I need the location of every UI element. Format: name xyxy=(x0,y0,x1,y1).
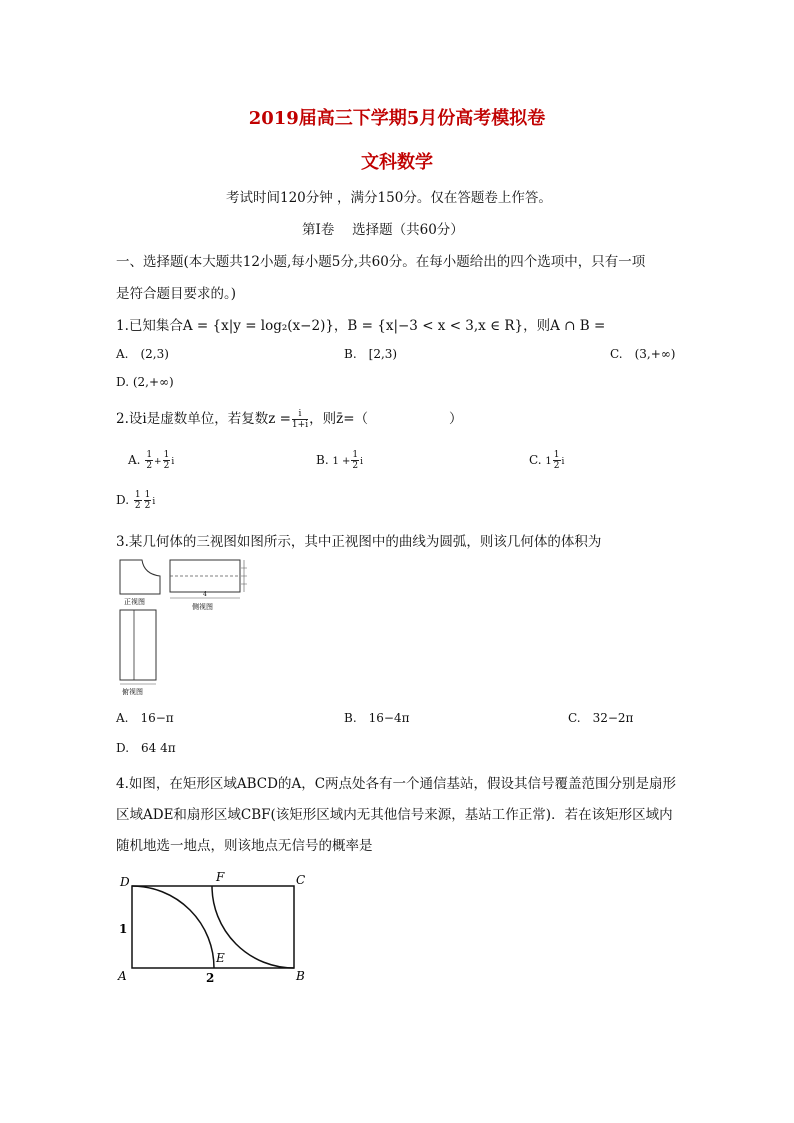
q2-a-label: A. xyxy=(128,453,141,467)
q2-a-tail: i xyxy=(171,457,175,467)
q4-line2: 区域ADE和扇形区域CBF(该矩形区域内无其他信号来源，基站工作正常)．若在该矩形区域内 xyxy=(116,807,673,823)
q2-option-a xyxy=(128,450,174,471)
q2-a-num1: 1 xyxy=(146,450,153,460)
label-b: B xyxy=(296,969,305,983)
label-e: E xyxy=(216,951,225,965)
top-view xyxy=(120,610,156,696)
label-side-2: 2 xyxy=(206,971,215,985)
q2-option-d xyxy=(116,490,155,511)
q2-c-frac xyxy=(553,450,561,471)
q3-option-d: D. 64 4π xyxy=(116,741,176,755)
top-view-label: 俯视图 xyxy=(122,688,143,696)
side-view-label: 侧视图 xyxy=(192,603,213,611)
exam-title: 2019届高三下学期5月份高考模拟卷 xyxy=(248,108,546,129)
front-view-label: 正视图 xyxy=(124,598,145,606)
top-view-outline xyxy=(120,610,156,680)
q2-c-den: 2 xyxy=(553,461,560,471)
q1-option-d: D. (2,+∞) xyxy=(116,375,174,389)
q3-option-c: C. 32−2π xyxy=(568,711,634,725)
label-a: A xyxy=(118,969,127,983)
q2-b-tail: i xyxy=(360,457,364,467)
q2-fraction xyxy=(292,409,308,430)
q1-stem: 1.已知集合A = {x|y = log₂(x−2)}，B = {x|−3 < x < 3,x ∈ R}，则A ∩ B = xyxy=(116,318,606,334)
q3-option-a: A. 16−π xyxy=(116,711,174,725)
rectangle-figure xyxy=(110,866,320,988)
q2-a-den1: 2 xyxy=(146,461,153,471)
q2-option-c xyxy=(529,450,564,471)
q1-option-a: A. (2,3) xyxy=(116,347,169,361)
q2-a-frac2 xyxy=(163,450,171,471)
q2-frac-num: i xyxy=(292,409,308,420)
q4-line3: 随机地选一地点，则该地点无信号的概率是 xyxy=(116,838,373,854)
q2-a-frac1 xyxy=(145,450,153,471)
q2-b-pre: 1 + xyxy=(332,456,351,467)
q2-stem-pre: 2.设i是虚数单位，若复数z = xyxy=(116,411,291,427)
section-heading: 第Ⅰ卷 选择题（共60分） xyxy=(302,222,464,238)
exam-info: 考试时间120分钟 ，满分150分。仅在答题卷上作答。 xyxy=(226,190,552,206)
q2-b-frac xyxy=(351,450,359,471)
q2-option-b xyxy=(316,450,363,471)
q2-d-tail: i xyxy=(152,497,156,507)
q1-option-c: C. (3,+∞) xyxy=(610,347,676,361)
q2-d-num1: 1 xyxy=(134,490,141,500)
label-f: F xyxy=(216,870,225,884)
front-view xyxy=(120,560,160,606)
q2-d-label: D. xyxy=(116,493,130,507)
side-view-dim-4: 4 xyxy=(203,591,207,598)
q2-d-den1: 2 xyxy=(134,501,141,511)
q2-frac-den: 1+i xyxy=(291,420,309,430)
q2-b-label: B. xyxy=(316,453,329,467)
q3-option-b: B. 16−4π xyxy=(344,711,410,725)
q2-d-num2: 1 xyxy=(144,490,151,500)
label-c: C xyxy=(296,873,306,887)
label-d: D xyxy=(120,875,130,889)
q2-c-num: 1 xyxy=(553,450,560,460)
label-side-1: 1 xyxy=(119,922,128,936)
q2-c-label: C. xyxy=(529,453,542,467)
exam-subject: 文科数学 xyxy=(361,152,433,173)
q2-stem xyxy=(116,407,463,430)
q2-c-pre: 1 xyxy=(545,456,552,467)
q2-stem-post: ，则z̄=（ ） xyxy=(309,411,463,427)
q2-d-den2: 2 xyxy=(144,501,151,511)
part1-heading-line1: 一、选择题(本大题共12小题,每小题5分,共60分。在每小题给出的四个选项中，只有一项 xyxy=(116,254,646,270)
front-view-outline xyxy=(120,560,160,594)
q2-b-den: 2 xyxy=(352,461,359,471)
q2-b-num: 1 xyxy=(352,450,359,460)
q2-a-mid: + xyxy=(154,457,162,467)
arc-ade xyxy=(132,886,214,968)
q2-d-frac1 xyxy=(134,490,142,511)
q2-c-tail: i xyxy=(561,457,565,467)
three-view-figure xyxy=(112,556,262,698)
side-view xyxy=(170,560,247,611)
part1-heading-line2: 是符合题目要求的。) xyxy=(116,286,237,302)
q1-option-b: B. [2,3) xyxy=(344,347,398,361)
q2-d-frac2 xyxy=(144,490,152,511)
q2-a-den2: 2 xyxy=(163,461,170,471)
q3-stem: 3.某几何体的三视图如图所示，其中正视图中的曲线为圆弧，则该几何体的体积为 xyxy=(116,534,602,550)
q2-a-num2: 1 xyxy=(163,450,170,460)
q4-line1: 4.如图，在矩形区域ABCD的A，C两点处各有一个通信基站，假设其信号覆盖范围分别是扇形 xyxy=(116,776,677,792)
